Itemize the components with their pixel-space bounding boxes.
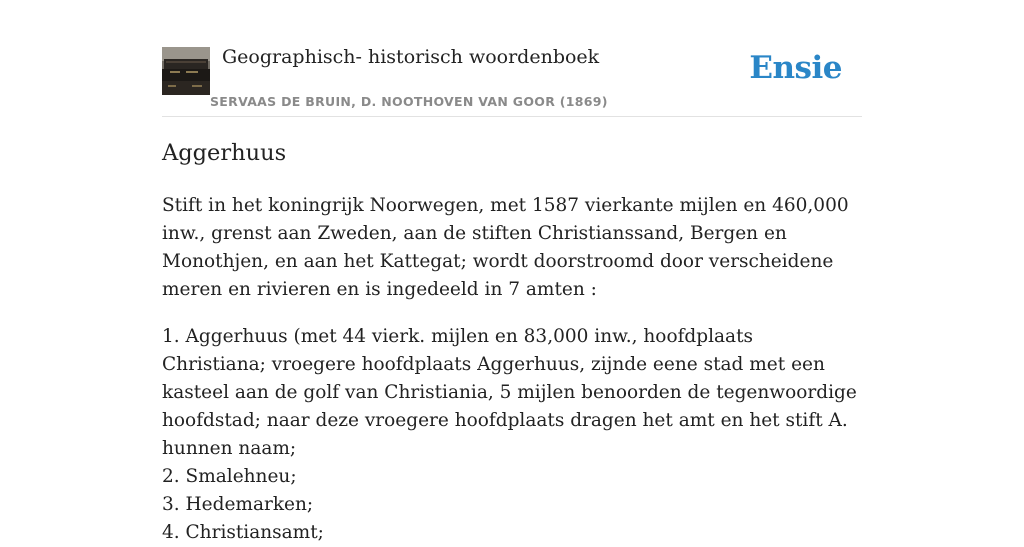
book-cover-icon[interactable] — [162, 47, 210, 95]
book-authors: SERVAAS DE BRUIN, D. NOOTHOVEN VAN GOOR (1869) — [210, 94, 608, 109]
book-header — [162, 0, 862, 117]
page-container — [162, 0, 862, 543]
ensie-logo[interactable]: Ensie — [749, 50, 842, 86]
list-item: 4. Christiansamt; — [162, 522, 324, 543]
book-title[interactable]: Geographisch- historisch woordenboek — [222, 46, 600, 68]
list-item: 2. Smalehneu; — [162, 466, 297, 487]
list-item: 1. Aggerhuus (met 44 vierk. mijlen en 83,000 inw., hoofdplaats Christiana; vroegere hoofdplaats Aggerhuus, zijnde eene stad met een kasteel aan de golf van Christiania, 5 mijlen benoorden de tegenwoordige hoofdstad; naar deze vroegere hoofdplaats dragen het amt en het stift A. hunnen naam; — [162, 326, 857, 459]
amt-list — [162, 323, 862, 547]
entry-intro: Stift in het koningrijk Noorwegen, met 1587 vierkante mijlen en 460,000 inw., grenst aan Zweden, aan de stiften Christianssand, Bergen en Monothjen, en aan het Kattegat; wordt doorstroomd door verscheidene meren en rivieren en is ingedeeld in 7 amten : — [162, 195, 849, 300]
entry-body — [162, 192, 862, 547]
list-item: 3. Hedemarken; — [162, 494, 314, 515]
entry-title: Aggerhuus — [162, 140, 287, 166]
